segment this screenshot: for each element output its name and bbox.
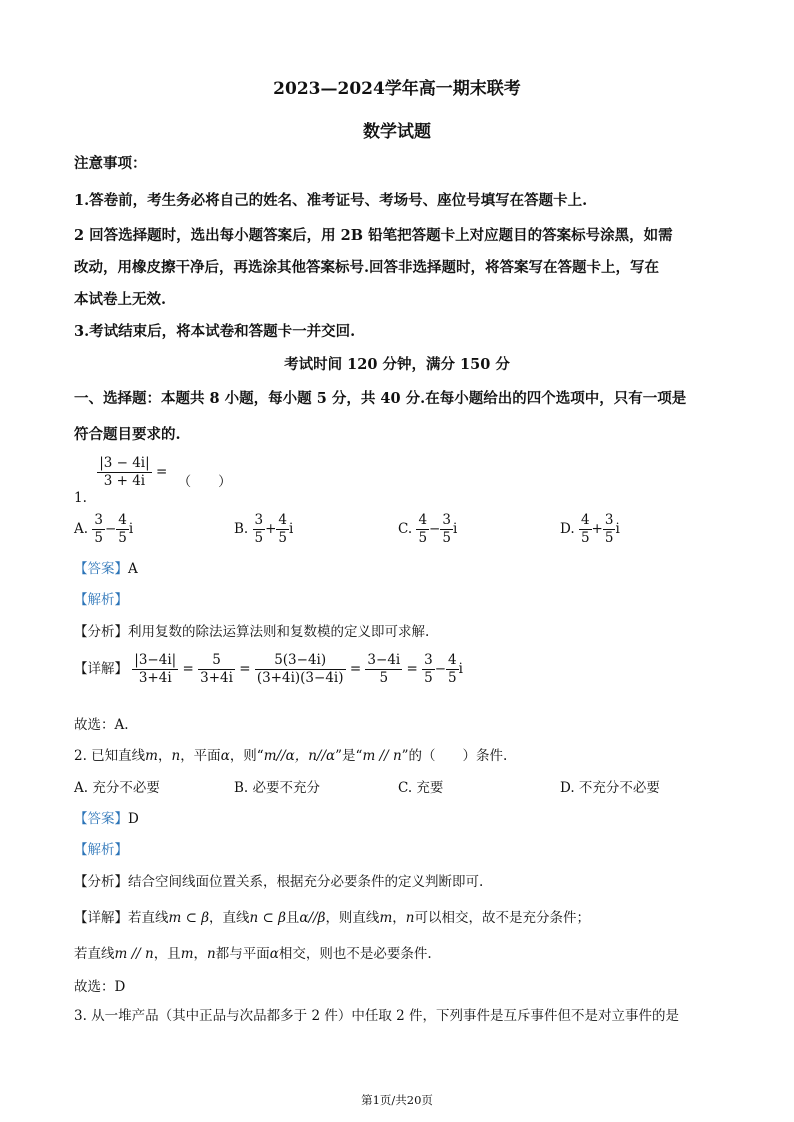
math-m: m (379, 910, 393, 926)
section-heading-line-1: 一、选择题：本题共 8 小题，每小题 5 分，共 40 分.在每小题给出的四个选项中，只有一项是 (74, 390, 687, 407)
condition-2: m // n (362, 748, 402, 764)
detail-text: 相交，则也不是必要条件. (278, 946, 432, 962)
option-d (560, 512, 620, 547)
math-n: n (405, 910, 415, 926)
math-n: n (171, 748, 181, 764)
option-label: D. (560, 521, 575, 537)
operator: + (265, 521, 277, 537)
fraction-denominator: 5 (418, 530, 428, 546)
option-fraction (276, 512, 289, 547)
exam-time: 考试时间 120 分钟，满分 150 分 (284, 356, 510, 373)
fraction-denominator: 3 + 4i (103, 473, 146, 489)
exam-subtitle: 数学试题 (363, 122, 431, 142)
fraction-numerator: 3 (424, 652, 433, 668)
equals-sign: = (239, 661, 251, 677)
detail-tag: 【详解】 (74, 661, 128, 677)
fenxi-tag: 【分析】 (74, 624, 128, 640)
equals-sign: = (182, 661, 194, 677)
detail-fraction (446, 652, 459, 687)
fenxi-line (74, 870, 483, 890)
imaginary-unit: i (458, 661, 463, 677)
fraction-denominator: 5 (580, 530, 590, 546)
analysis-tag: 【解析】 (74, 592, 128, 608)
option-fraction (253, 512, 266, 547)
option-fraction (416, 512, 429, 547)
imaginary-unit: i (289, 521, 294, 537)
fraction-numerator: 5 (198, 652, 235, 670)
option-label: A. (74, 521, 89, 537)
equals-sign: = (349, 661, 362, 677)
notice-item-2-line-3: 本试卷上无效. (74, 291, 167, 308)
section-heading-line-2: 符合题目要求的. (74, 426, 181, 443)
math-alpha: α (220, 748, 230, 764)
imaginary-unit: i (128, 521, 134, 537)
fenxi-text: 利用复数的除法运算法则和复数模的定义即可求解. (128, 624, 430, 640)
detail-fraction (132, 652, 178, 687)
answer-line (74, 807, 139, 827)
fraction-numerator: 4 (580, 512, 590, 528)
fraction-numerator: 3−4i (367, 652, 401, 668)
answer-value: A (128, 561, 138, 577)
question-3-stem: 3. 从一堆产品（其中正品与次品都多于 2 件）中任取 2 件，下列事件是互斥事件但不是对立事件的是 (74, 1008, 680, 1024)
detail-text: 都与平面 (215, 946, 270, 962)
answer-tag: 【答案】 (74, 811, 128, 827)
imaginary-unit: i (615, 521, 620, 537)
math-expr: m ⊂ β (168, 910, 209, 926)
option-b: B. 必要不充分 (234, 780, 321, 796)
fraction-numerator: 3 (442, 512, 451, 528)
fraction-denominator: 5 (448, 670, 457, 686)
question-1-fraction (97, 455, 152, 490)
math-m: m (145, 748, 158, 764)
notice-item-2-line-1: 2 回答选择题时，选出每小题答案后，用 2B 铅笔把答题卡上对应题目的答案标号涂黑，如需 (74, 227, 673, 244)
fraction-numerator: |3 − 4i| (99, 455, 150, 471)
detail-fraction (422, 652, 435, 687)
detail-fraction (255, 652, 346, 687)
fraction-denominator: 5 (94, 530, 103, 546)
fraction-numerator: 3 (94, 512, 103, 528)
choose-line: 故选：D (74, 979, 126, 995)
fraction-numerator: 3 (254, 512, 264, 528)
answer-paren: （ ） (177, 474, 232, 490)
question-number: 1. (74, 490, 87, 506)
condition-1: m//α，n//α (263, 748, 336, 764)
math-alpha: α (269, 946, 279, 962)
detail-text: 若直线 (128, 910, 169, 926)
stem-text: ”的（ ）条件. (401, 748, 508, 764)
fraction-numerator: 4 (418, 512, 428, 528)
notice-heading: 注意事项： (74, 155, 147, 172)
fraction-denominator: 3+4i (200, 670, 233, 686)
fraction-denominator: 5 (442, 530, 451, 546)
detail-fraction (198, 652, 235, 687)
operator: − (429, 521, 441, 537)
question-2-stem (74, 744, 507, 764)
fraction-denominator: 5 (424, 670, 433, 686)
stem-text: ，则“ (229, 748, 264, 764)
detail-text: ， (193, 946, 207, 962)
page-number: 第1页/共20页 (361, 1093, 433, 1107)
option-label: B. (234, 521, 249, 537)
fraction-numerator: 3 (604, 512, 614, 528)
fraction-denominator: 5 (278, 530, 288, 546)
option-a (74, 512, 133, 547)
fenxi-tag: 【分析】 (74, 874, 128, 890)
choose-line: 故选：A. (74, 717, 129, 733)
detail-line-1 (74, 906, 590, 926)
analysis-tag: 【解析】 (74, 842, 128, 858)
answer-value: D (128, 811, 139, 827)
option-b (234, 512, 293, 547)
math-expr: n ⊂ β (249, 910, 286, 926)
exam-title: 2023—2024学年高一期末联考 (273, 79, 521, 99)
fenxi-line (74, 620, 429, 640)
math-expr: m // n (114, 946, 154, 962)
detail-text: 若直线 (74, 946, 115, 962)
option-c: C. 充要 (398, 780, 444, 796)
fraction-numerator: 4 (448, 652, 457, 668)
option-label: C. (398, 521, 413, 537)
notice-item-2-line-2: 改动，用橡皮擦干净后，再选涂其他答案标号.回答非选择题时，将答案写在答题卡上，写在 (74, 259, 660, 276)
math-n: n (207, 946, 216, 962)
notice-item-3: 3.考试结束后，将本试卷和答题卡一并交回. (74, 323, 356, 340)
stem-text: 2. 已知直线 (74, 748, 146, 764)
option-fraction (579, 512, 592, 547)
equals-sign: = (406, 661, 418, 677)
option-fraction (116, 512, 129, 547)
detail-line-2 (74, 942, 432, 962)
detail-text: 可以相交，故不是充分条件； (414, 910, 590, 926)
question-1-stem (74, 455, 232, 506)
fraction-denominator: 5 (118, 530, 127, 546)
math-m: m (180, 946, 194, 962)
operator: − (434, 661, 447, 677)
stem-text: ， (157, 748, 172, 764)
fraction-denominator: 3+4i (138, 670, 172, 686)
detail-text: ，直线 (209, 910, 250, 926)
fraction-numerator: 4 (278, 512, 288, 528)
detail-line (74, 652, 463, 687)
stem-text: ，平面 (180, 748, 221, 764)
stem-text: ”是“ (335, 748, 363, 764)
answer-line (74, 557, 138, 577)
math-expr: α//β (299, 910, 326, 926)
fenxi-text: 结合空间线面位置关系，根据充分必要条件的定义判断即可. (128, 874, 484, 890)
option-a: A. 充分不必要 (74, 780, 160, 796)
answer-tag: 【答案】 (74, 561, 128, 577)
fraction-numerator: |3−4i| (134, 652, 177, 668)
imaginary-unit: i (452, 521, 458, 537)
option-fraction (92, 512, 105, 547)
operator: + (591, 521, 603, 537)
operator: − (104, 521, 117, 537)
detail-tag: 【详解】 (74, 910, 128, 926)
detail-text: 且 (285, 910, 300, 926)
option-fraction (603, 512, 616, 547)
equals-sign: = (155, 464, 168, 480)
fraction-numerator: 5(3−4i) (255, 652, 346, 670)
option-d: D. 不充分不必要 (560, 780, 660, 796)
notice-item-1: 1.答卷前，考生务必将自己的姓名、准考证号、考场号、座位号填写在答题卡上. (74, 192, 588, 209)
option-c (398, 512, 457, 547)
fraction-denominator: (3+4i)(3−4i) (256, 670, 344, 686)
fraction-denominator: 5 (604, 530, 614, 546)
detail-text: ，则直线 (325, 910, 380, 926)
option-fraction (440, 512, 453, 547)
detail-fraction (365, 652, 402, 687)
detail-text: ，且 (153, 946, 181, 962)
fraction-denominator: 5 (254, 530, 264, 546)
fraction-numerator: 4 (118, 512, 127, 528)
fraction-denominator: 5 (379, 670, 389, 686)
detail-text: ， (392, 910, 406, 926)
